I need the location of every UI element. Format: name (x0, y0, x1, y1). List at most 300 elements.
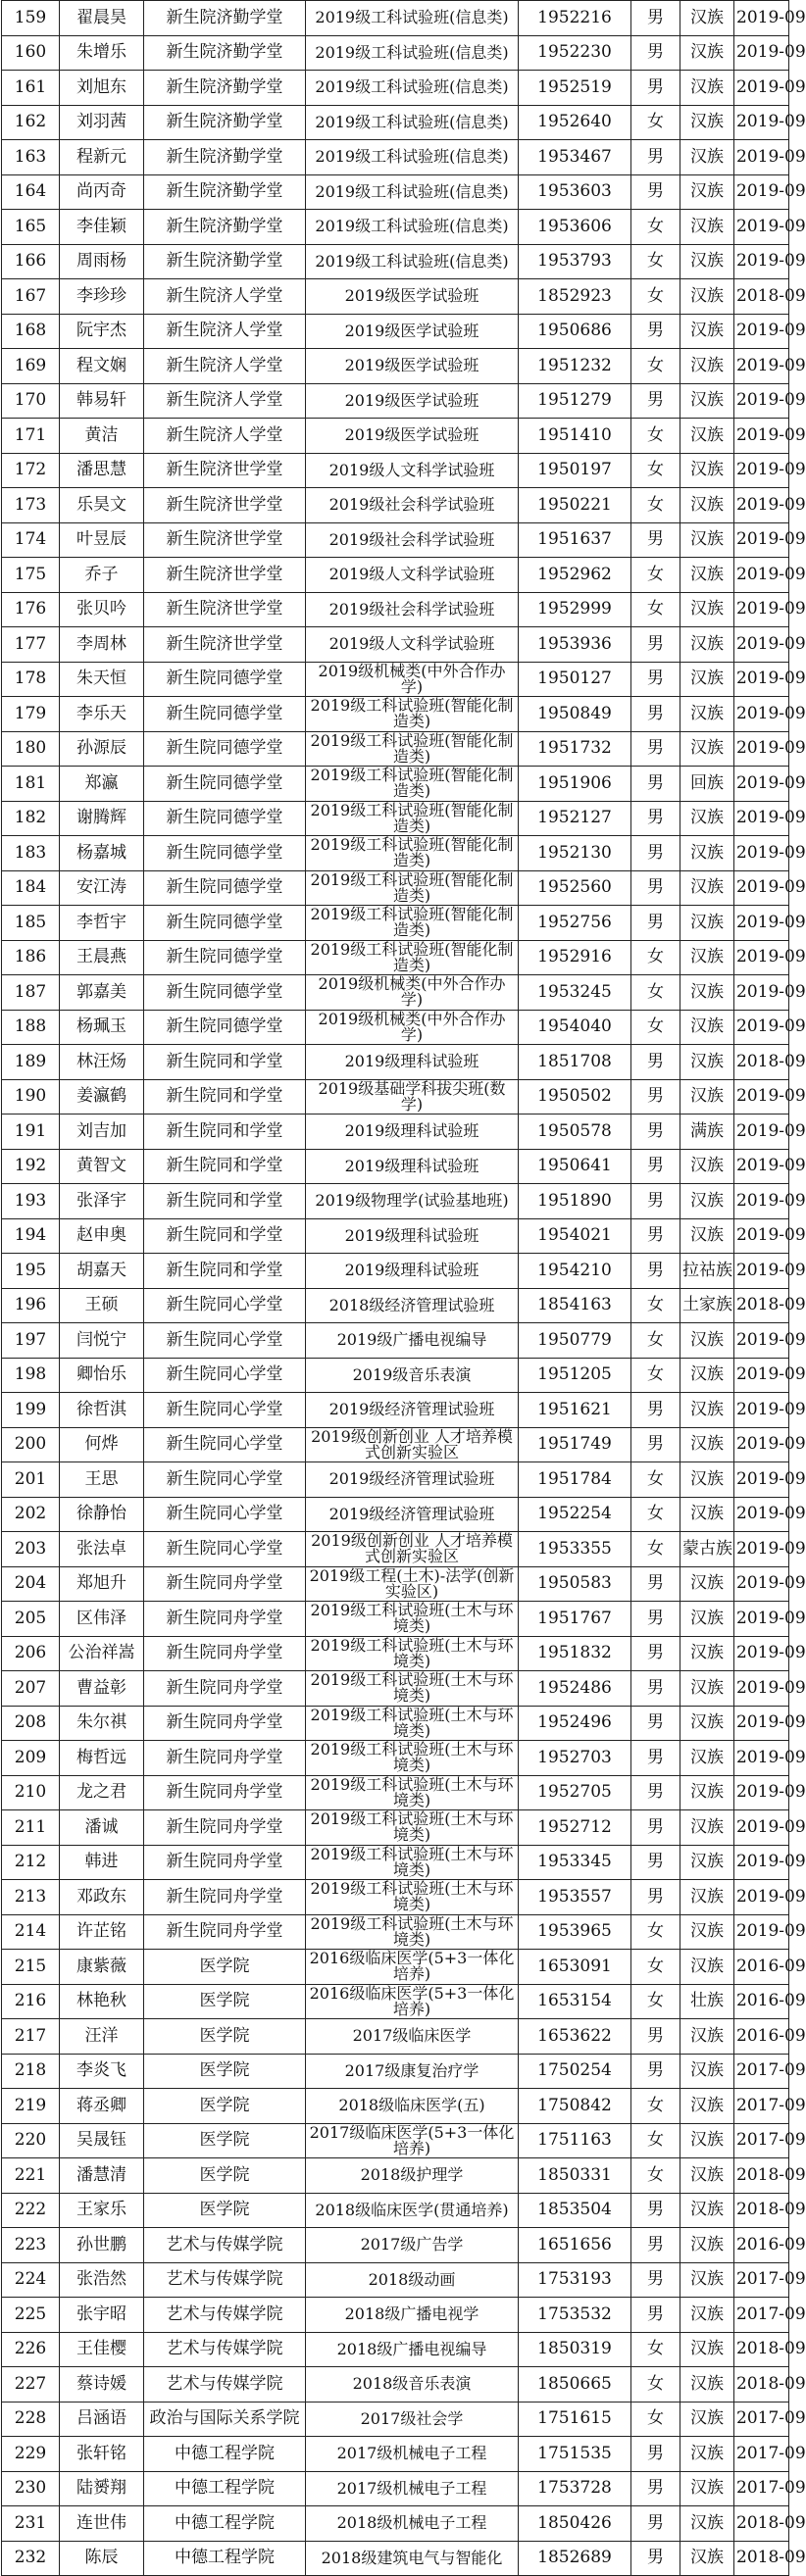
gender-cell: 女 (631, 2332, 680, 2367)
gender-cell: 男 (631, 1706, 680, 1741)
enroll-date-cell: 2019-09 (734, 1218, 789, 1254)
row-number-cell: 199 (2, 1393, 60, 1428)
enroll-date-cell: 2019-09 (734, 836, 789, 871)
student-name-cell: 谢腾辉 (60, 801, 144, 836)
college-cell: 新生院同和学堂 (144, 1045, 306, 1080)
row-number-cell: 201 (2, 1462, 60, 1498)
ethnicity-cell: 汉族 (680, 1566, 734, 1602)
enroll-date-cell: 2018-09 (734, 1288, 789, 1323)
student-name-cell: 王晨燕 (60, 940, 144, 975)
student-name-cell: 郭嘉美 (60, 975, 144, 1011)
college-cell: 新生院济世学堂 (144, 592, 306, 627)
enroll-date-cell: 2019-09 (734, 349, 789, 384)
student-name-cell: 朱尔祺 (60, 1706, 144, 1741)
class-name-cell: 2019级医学试验班 (306, 314, 519, 349)
college-cell: 新生院济勤学堂 (144, 210, 306, 245)
gender-cell: 女 (631, 210, 680, 245)
ethnicity-cell: 汉族 (680, 71, 734, 106)
ethnicity-cell: 汉族 (680, 2367, 734, 2403)
college-cell: 新生院济勤学堂 (144, 140, 306, 175)
class-name-cell: 2019级工科试验班(土木与环境类) (306, 1671, 519, 1707)
gender-cell: 女 (631, 349, 680, 384)
student-id-cell: 1954040 (519, 1010, 631, 1045)
class-name-cell: 2017级广告学 (306, 2228, 519, 2263)
class-name-cell: 2019级工科试验班(信息类) (306, 35, 519, 71)
gender-cell: 女 (631, 488, 680, 523)
table-row (2, 731, 789, 767)
ethnicity-cell: 汉族 (680, 1462, 734, 1498)
student-id-cell: 1852923 (519, 279, 631, 315)
row-number-cell: 173 (2, 488, 60, 523)
row-number-cell: 230 (2, 2471, 60, 2506)
student-name-cell: 张轩铭 (60, 2437, 144, 2472)
student-id-cell: 1950502 (519, 1079, 631, 1115)
class-name-cell: 2019级医学试验班 (306, 383, 519, 419)
table-row (2, 174, 789, 210)
student-id-cell: 1751615 (519, 2402, 631, 2437)
college-cell: 新生院同德学堂 (144, 975, 306, 1011)
college-cell: 医学院 (144, 1950, 306, 1985)
enroll-date-cell: 2018-09 (734, 2193, 789, 2228)
gender-cell: 男 (631, 2019, 680, 2055)
gender-cell: 男 (631, 2471, 680, 2506)
ethnicity-cell: 汉族 (680, 2158, 734, 2194)
ethnicity-cell: 汉族 (680, 1149, 734, 1184)
college-cell: 新生院济人学堂 (144, 279, 306, 315)
ethnicity-cell: 汉族 (680, 1010, 734, 1045)
class-name-cell: 2019级工科试验班(土木与环境类) (306, 1810, 519, 1846)
student-name-cell: 许芷铭 (60, 1914, 144, 1950)
student-id-cell: 1951890 (519, 1184, 631, 1219)
college-cell: 新生院济世学堂 (144, 522, 306, 558)
student-name-cell: 邓政东 (60, 1880, 144, 1915)
enroll-date-cell: 2018-09 (734, 279, 789, 315)
student-id-cell: 1952230 (519, 35, 631, 71)
student-id-cell: 1950583 (519, 1566, 631, 1602)
class-name-cell: 2019级工科试验班(智能化制造类) (306, 836, 519, 871)
gender-cell: 男 (631, 2193, 680, 2228)
student-id-cell: 1951410 (519, 419, 631, 454)
college-cell: 新生院同和学堂 (144, 1218, 306, 1254)
enroll-date-cell: 2017-09 (734, 2054, 789, 2089)
student-id-cell: 1951767 (519, 1602, 631, 1637)
enroll-date-cell: 2018-09 (734, 2158, 789, 2194)
college-cell: 新生院同舟学堂 (144, 1775, 306, 1810)
ethnicity-cell: 汉族 (680, 1427, 734, 1462)
ethnicity-cell: 汉族 (680, 870, 734, 906)
student-name-cell: 林艳秋 (60, 1984, 144, 2019)
table-row (2, 870, 789, 906)
student-name-cell: 潘慧清 (60, 2158, 144, 2194)
college-cell: 新生院同德学堂 (144, 906, 306, 941)
student-id-cell: 1952640 (519, 105, 631, 140)
student-name-cell: 黄智文 (60, 1149, 144, 1184)
college-cell: 新生院同心学堂 (144, 1288, 306, 1323)
enroll-date-cell: 2019-09 (734, 1532, 789, 1567)
college-cell: 艺术与传媒学院 (144, 2228, 306, 2263)
ethnicity-cell: 汉族 (680, 488, 734, 523)
row-number-cell: 191 (2, 1115, 60, 1150)
student-name-cell: 张法卓 (60, 1532, 144, 1567)
row-number-cell: 206 (2, 1636, 60, 1671)
class-name-cell: 2018级临床医学(五) (306, 2089, 519, 2124)
table-row (2, 1115, 789, 1150)
enroll-date-cell: 2019-09 (734, 210, 789, 245)
table-row (2, 2506, 789, 2542)
enroll-date-cell: 2017-09 (734, 2402, 789, 2437)
ethnicity-cell: 汉族 (680, 279, 734, 315)
row-number-cell: 177 (2, 627, 60, 663)
class-name-cell: 2019级工科试验班(土木与环境类) (306, 1775, 519, 1810)
gender-cell: 男 (631, 1845, 680, 1880)
student-name-cell: 叶昱辰 (60, 522, 144, 558)
student-id-cell: 1954021 (519, 1218, 631, 1254)
table-row (2, 975, 789, 1011)
college-cell: 艺术与传媒学院 (144, 2367, 306, 2403)
class-name-cell: 2018级机械电子工程 (306, 2506, 519, 2542)
table-row (2, 1775, 789, 1810)
student-name-cell: 李周林 (60, 627, 144, 663)
gender-cell: 男 (631, 1636, 680, 1671)
college-cell: 新生院同德学堂 (144, 697, 306, 732)
gender-cell: 男 (631, 1393, 680, 1428)
student-id-cell: 1953965 (519, 1914, 631, 1950)
table-row (2, 1845, 789, 1880)
class-name-cell: 2019级理科试验班 (306, 1254, 519, 1289)
gender-cell: 女 (631, 1497, 680, 1532)
student-name-cell: 刘旭东 (60, 71, 144, 106)
gender-cell: 男 (631, 522, 680, 558)
college-cell: 新生院同德学堂 (144, 940, 306, 975)
row-number-cell: 189 (2, 1045, 60, 1080)
table-row (2, 1810, 789, 1846)
college-cell: 新生院济世学堂 (144, 627, 306, 663)
table-row (2, 1984, 789, 2019)
ethnicity-cell: 汉族 (680, 453, 734, 488)
student-name-cell: 孙世鹏 (60, 2228, 144, 2263)
class-name-cell: 2019级工科试验班(智能化制造类) (306, 697, 519, 732)
college-cell: 新生院同和学堂 (144, 1115, 306, 1150)
enroll-date-cell: 2018-09 (734, 2506, 789, 2542)
student-name-cell: 李乐天 (60, 697, 144, 732)
row-number-cell: 226 (2, 2332, 60, 2367)
student-name-cell: 程文娴 (60, 349, 144, 384)
ethnicity-cell: 汉族 (680, 174, 734, 210)
enroll-date-cell: 2017-09 (734, 2471, 789, 2506)
table-row (2, 767, 789, 802)
row-number-cell: 185 (2, 906, 60, 941)
table-row (2, 1462, 789, 1498)
class-name-cell: 2019级工科试验班(信息类) (306, 210, 519, 245)
student-name-cell: 徐哲淇 (60, 1393, 144, 1428)
class-name-cell: 2017级机械电子工程 (306, 2471, 519, 2506)
student-id-cell: 1952916 (519, 940, 631, 975)
class-name-cell: 2019级工科试验班(信息类) (306, 71, 519, 106)
row-number-cell: 192 (2, 1149, 60, 1184)
student-id-cell: 1750842 (519, 2089, 631, 2124)
enroll-date-cell: 2019-09 (734, 662, 789, 697)
student-id-cell: 1850426 (519, 2506, 631, 2542)
enroll-date-cell: 2019-09 (734, 1079, 789, 1115)
college-cell: 中德工程学院 (144, 2437, 306, 2472)
class-name-cell: 2018级广播电视编导 (306, 2332, 519, 2367)
table-row (2, 1045, 789, 1080)
ethnicity-cell: 汉族 (680, 2123, 734, 2158)
table-row (2, 627, 789, 663)
student-id-cell: 1952962 (519, 558, 631, 593)
class-name-cell: 2019级人文科学试验班 (306, 453, 519, 488)
row-number-cell: 216 (2, 1984, 60, 2019)
class-name-cell: 2019级工科试验班(土木与环境类) (306, 1880, 519, 1915)
college-cell: 新生院济勤学堂 (144, 174, 306, 210)
ethnicity-cell: 汉族 (680, 2019, 734, 2055)
enroll-date-cell: 2019-09 (734, 558, 789, 593)
ethnicity-cell: 汉族 (680, 1671, 734, 1707)
row-number-cell: 163 (2, 140, 60, 175)
college-cell: 新生院同德学堂 (144, 1010, 306, 1045)
row-number-cell: 174 (2, 522, 60, 558)
student-name-cell: 郑瀛 (60, 767, 144, 802)
class-name-cell: 2019级工程(土木)-法学(创新实验区) (306, 1566, 519, 1602)
row-number-cell: 187 (2, 975, 60, 1011)
enroll-date-cell: 2019-09 (734, 314, 789, 349)
gender-cell: 男 (631, 801, 680, 836)
gender-cell: 男 (631, 1427, 680, 1462)
table-row (2, 105, 789, 140)
gender-cell: 男 (631, 731, 680, 767)
ethnicity-cell: 汉族 (680, 1636, 734, 1671)
student-name-cell: 王思 (60, 1462, 144, 1498)
row-number-cell: 186 (2, 940, 60, 975)
row-number-cell: 202 (2, 1497, 60, 1532)
college-cell: 新生院同德学堂 (144, 801, 306, 836)
ethnicity-cell: 汉族 (680, 2054, 734, 2089)
enroll-date-cell: 2016-09 (734, 1950, 789, 1985)
enroll-date-cell: 2016-09 (734, 1984, 789, 2019)
gender-cell: 女 (631, 2123, 680, 2158)
college-cell: 新生院济人学堂 (144, 314, 306, 349)
enroll-date-cell: 2019-09 (734, 383, 789, 419)
student-name-cell: 朱增乐 (60, 35, 144, 71)
student-id-cell: 1753728 (519, 2471, 631, 2506)
gender-cell: 男 (631, 71, 680, 106)
college-cell: 艺术与传媒学院 (144, 2262, 306, 2298)
table-row (2, 383, 789, 419)
student-id-cell: 1854163 (519, 1288, 631, 1323)
gender-cell: 男 (631, 1, 680, 36)
enroll-date-cell: 2019-09 (734, 522, 789, 558)
row-number-cell: 198 (2, 1358, 60, 1393)
student-name-cell: 赵申奥 (60, 1218, 144, 1254)
gender-cell: 男 (631, 174, 680, 210)
gender-cell: 男 (631, 1741, 680, 1776)
row-number-cell: 176 (2, 592, 60, 627)
ethnicity-cell: 汉族 (680, 1880, 734, 1915)
gender-cell: 男 (631, 1218, 680, 1254)
table-row (2, 1671, 789, 1707)
table-row (2, 1602, 789, 1637)
ethnicity-cell: 汉族 (680, 1845, 734, 1880)
gender-cell: 男 (631, 1079, 680, 1115)
class-name-cell: 2019级创新创业 人才培养模式创新实验区 (306, 1427, 519, 1462)
ethnicity-cell: 汉族 (680, 522, 734, 558)
student-id-cell: 1952703 (519, 1741, 631, 1776)
ethnicity-cell: 回族 (680, 767, 734, 802)
student-id-cell: 1850319 (519, 2332, 631, 2367)
gender-cell: 女 (631, 1288, 680, 1323)
ethnicity-cell: 汉族 (680, 2541, 734, 2576)
enroll-date-cell: 2019-09 (734, 801, 789, 836)
student-name-cell: 周雨杨 (60, 244, 144, 279)
student-name-cell: 蒋丞卿 (60, 2089, 144, 2124)
table-row (2, 697, 789, 732)
enroll-date-cell: 2019-09 (734, 1880, 789, 1915)
student-id-cell: 1950578 (519, 1115, 631, 1150)
student-name-cell: 尚丙奇 (60, 174, 144, 210)
table-row (2, 488, 789, 523)
table-row (2, 244, 789, 279)
student-name-cell: 张贝吟 (60, 592, 144, 627)
ethnicity-cell: 汉族 (680, 1393, 734, 1428)
college-cell: 新生院同心学堂 (144, 1462, 306, 1498)
class-name-cell: 2019级物理学(试验基地班) (306, 1184, 519, 1219)
college-cell: 新生院同舟学堂 (144, 1914, 306, 1950)
table-row (2, 801, 789, 836)
table-row (2, 662, 789, 697)
row-number-cell: 200 (2, 1427, 60, 1462)
row-number-cell: 166 (2, 244, 60, 279)
class-name-cell: 2017级康复治疗学 (306, 2054, 519, 2089)
ethnicity-cell: 汉族 (680, 1218, 734, 1254)
gender-cell: 男 (631, 2437, 680, 2472)
class-name-cell: 2019级机械类(中外合作办学) (306, 662, 519, 697)
enroll-date-cell: 2019-09 (734, 1810, 789, 1846)
gender-cell: 男 (631, 627, 680, 663)
student-name-cell: 吕涵语 (60, 2402, 144, 2437)
table-row (2, 2541, 789, 2576)
gender-cell: 女 (631, 592, 680, 627)
student-name-cell: 李炎飞 (60, 2054, 144, 2089)
enroll-date-cell: 2019-09 (734, 453, 789, 488)
college-cell: 新生院济人学堂 (144, 419, 306, 454)
college-cell: 医学院 (144, 2193, 306, 2228)
class-name-cell: 2019级工科试验班(土木与环境类) (306, 1914, 519, 1950)
student-id-cell: 1950127 (519, 662, 631, 697)
table-row (2, 1950, 789, 1985)
student-name-cell: 何烨 (60, 1427, 144, 1462)
student-name-cell: 曹益彰 (60, 1671, 144, 1707)
student-id-cell: 1953557 (519, 1880, 631, 1915)
student-name-cell: 潘思慧 (60, 453, 144, 488)
college-cell: 新生院同和学堂 (144, 1184, 306, 1219)
student-name-cell: 梅哲远 (60, 1741, 144, 1776)
ethnicity-cell: 汉族 (680, 2262, 734, 2298)
gender-cell: 女 (631, 2367, 680, 2403)
ethnicity-cell: 汉族 (680, 801, 734, 836)
college-cell: 新生院同德学堂 (144, 662, 306, 697)
college-cell: 新生院济人学堂 (144, 349, 306, 384)
class-name-cell: 2019级工科试验班(土木与环境类) (306, 1741, 519, 1776)
enroll-date-cell: 2019-09 (734, 105, 789, 140)
row-number-cell: 207 (2, 1671, 60, 1707)
student-id-cell: 1753193 (519, 2262, 631, 2298)
row-number-cell: 225 (2, 2298, 60, 2333)
table-row (2, 558, 789, 593)
ethnicity-cell: 汉族 (680, 210, 734, 245)
class-name-cell: 2019级工科试验班(信息类) (306, 105, 519, 140)
gender-cell: 男 (631, 1254, 680, 1289)
table-row (2, 1741, 789, 1776)
enroll-date-cell: 2016-09 (734, 2019, 789, 2055)
ethnicity-cell: 汉族 (680, 662, 734, 697)
student-id-cell: 1750254 (519, 2054, 631, 2089)
class-name-cell: 2019级医学试验班 (306, 279, 519, 315)
student-id-cell: 1751163 (519, 2123, 631, 2158)
table-row (2, 419, 789, 454)
row-number-cell: 182 (2, 801, 60, 836)
ethnicity-cell: 汉族 (680, 836, 734, 871)
row-number-cell: 222 (2, 2193, 60, 2228)
class-name-cell: 2019级经济管理试验班 (306, 1462, 519, 1498)
table-row (2, 1, 789, 36)
table-row (2, 836, 789, 871)
row-number-cell: 223 (2, 2228, 60, 2263)
ethnicity-cell: 汉族 (680, 1323, 734, 1359)
student-id-cell: 1951205 (519, 1358, 631, 1393)
college-cell: 新生院同舟学堂 (144, 1880, 306, 1915)
gender-cell: 女 (631, 558, 680, 593)
class-name-cell: 2019级理科试验班 (306, 1218, 519, 1254)
gender-cell: 男 (631, 2262, 680, 2298)
class-name-cell: 2019级理科试验班 (306, 1149, 519, 1184)
student-name-cell: 李哲宇 (60, 906, 144, 941)
enroll-date-cell: 2019-09 (734, 870, 789, 906)
student-name-cell: 姜瀛鹤 (60, 1079, 144, 1115)
student-id-cell: 1950849 (519, 697, 631, 732)
college-cell: 医学院 (144, 1984, 306, 2019)
ethnicity-cell: 汉族 (680, 906, 734, 941)
ethnicity-cell: 汉族 (680, 2332, 734, 2367)
college-cell: 新生院同德学堂 (144, 731, 306, 767)
student-name-cell: 韩进 (60, 1845, 144, 1880)
college-cell: 新生院同舟学堂 (144, 1636, 306, 1671)
table-row (2, 940, 789, 975)
row-number-cell: 228 (2, 2402, 60, 2437)
college-cell: 政治与国际关系学院 (144, 2402, 306, 2437)
student-id-cell: 1953355 (519, 1532, 631, 1567)
student-name-cell: 徐静怡 (60, 1497, 144, 1532)
enroll-date-cell: 2019-09 (734, 1775, 789, 1810)
college-cell: 医学院 (144, 2089, 306, 2124)
row-number-cell: 193 (2, 1184, 60, 1219)
gender-cell: 男 (631, 767, 680, 802)
class-name-cell: 2019级创新创业 人才培养模式创新实验区 (306, 1532, 519, 1567)
college-cell: 中德工程学院 (144, 2541, 306, 2576)
ethnicity-cell: 汉族 (680, 1184, 734, 1219)
class-name-cell: 2019级工科试验班(智能化制造类) (306, 767, 519, 802)
enroll-date-cell: 2019-09 (734, 140, 789, 175)
student-id-cell: 1653091 (519, 1950, 631, 1985)
enroll-date-cell: 2019-09 (734, 244, 789, 279)
table-row (2, 71, 789, 106)
class-name-cell: 2017级临床医学 (306, 2019, 519, 2055)
student-name-cell: 陈辰 (60, 2541, 144, 2576)
class-name-cell: 2019级社会科学试验班 (306, 592, 519, 627)
ethnicity-cell: 蒙古族 (680, 1532, 734, 1567)
ethnicity-cell: 汉族 (680, 731, 734, 767)
student-id-cell: 1952519 (519, 71, 631, 106)
table-row (2, 522, 789, 558)
